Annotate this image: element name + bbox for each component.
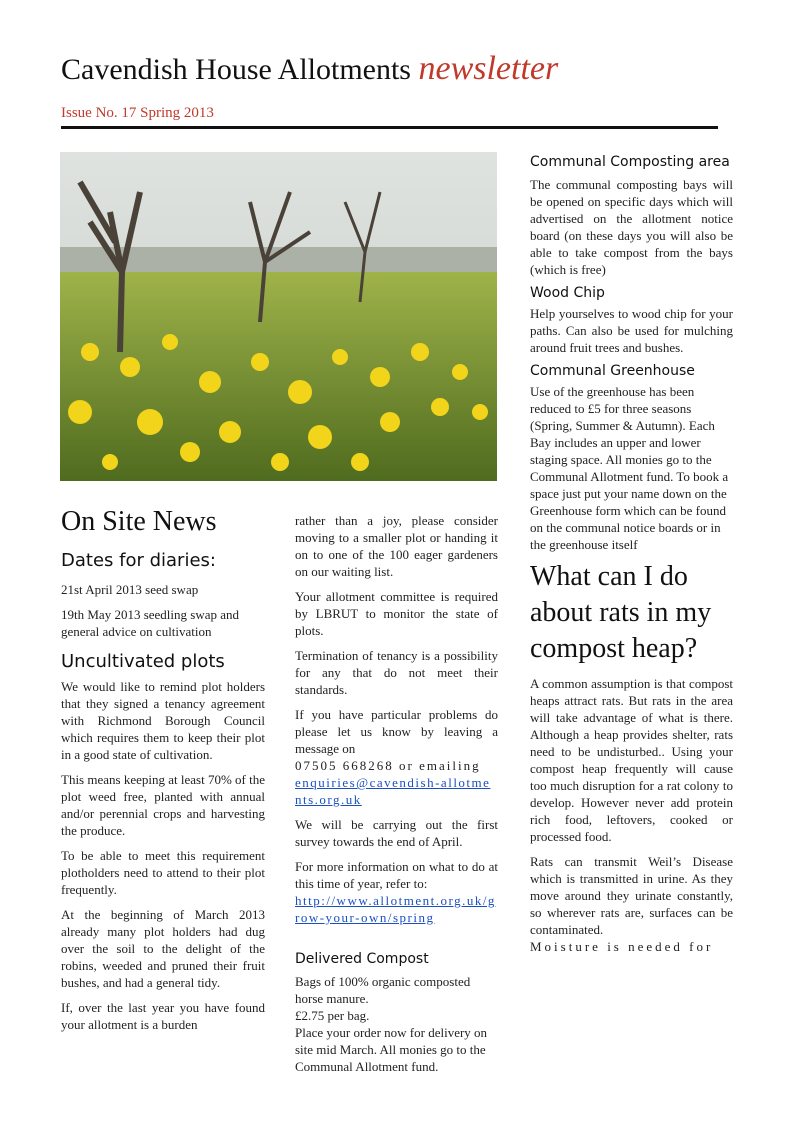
date-seed-swap: 21st April 2013 seed swap: [61, 582, 199, 597]
rats-p2: Rats can transmit Weil’s Disease which is transmitted in urine. As they move around they urinate constantly, so wherever rats are, surfaces can be contaminated.: [530, 854, 733, 937]
communal-composting-heading: Communal Composting area: [530, 154, 730, 170]
uncultivated-p3: To be able to meet this requirement plotholders need to attend to their plot frequently.: [61, 848, 265, 897]
header-rule: [61, 126, 718, 129]
contact-phone: 07505 668268 or emailing: [295, 758, 481, 773]
title-accent: newsletter: [418, 50, 559, 87]
column-communal: [530, 153, 733, 955]
column-plots-continued: [295, 512, 498, 1075]
plots-p2: Your allotment committee is required by LBRUT to monitor the state of plots.: [295, 589, 498, 638]
rats-p3: Moisture is needed for: [530, 939, 714, 954]
uncultivated-p5: If, over the last year you have found your allotment is a burden: [61, 1000, 265, 1032]
delivered-compost-heading: Delivered Compost: [295, 951, 429, 967]
plots-p3: Termination of tenancy is a possibility for any that do not meet their standards.: [295, 648, 498, 697]
more-info: For more information on what to do at this time of year, refer to:: [295, 859, 498, 891]
uncultivated-p4: At the beginning of March 2013 already many plot holders had dug over the soil to the delight of the robins, weeded and pruned their fruit bushes, and had a general tidy.: [61, 907, 265, 990]
rats-title: What can I do about rats in my compost heap?: [530, 561, 712, 664]
issue-line: Issue No. 17 Spring 2013: [61, 105, 214, 121]
newsletter-title: [61, 50, 558, 88]
contact-email-link[interactable]: enquiries@cavendish-allotments.org.uk: [295, 775, 491, 807]
greenhouse-text: Use of the greenhouse has been reduced to £5 for three seasons (Spring, Summer & Autumn). Each Bay includes an upper and lower staging space. All monies go to the Communal Allotment fund. To book a space just put your name down on the Greenhouse form which can be found on the communal notice boards or in the greenhouse itself: [530, 384, 729, 552]
uncultivated-p2: This means keeping at least 70% of the plot weed free, planted with annual and/or perennial crops and harvesting the produce.: [61, 772, 265, 838]
rats-p1: A common assumption is that compost heaps attract rats. But rats in the area will take advantage of what is there. Although a heap provides shelter, rats need to be undisturbed.. Using your compost heap frequently will cause too much disruption for a rat colony to develop. However never add protein rich food, leftovers, cooked or processed food.: [530, 676, 733, 844]
uncultivated-heading: Uncultivated plots: [61, 651, 225, 672]
greenhouse-heading: Communal Greenhouse: [530, 363, 695, 379]
compost-desc: Bags of 100% organic composted horse manure.: [295, 974, 471, 1006]
dates-heading: Dates for diaries:: [61, 550, 216, 571]
communal-composting-text: The communal composting bays will be opened on specific days which will advertised on the allotment notice board (on these days you will also be able to take compost from the bays (which is free): [530, 177, 733, 277]
column-on-site-news: [61, 505, 265, 1033]
uncultivated-p1: We would like to remind plot holders that they signed a tenancy agreement with Richmond Borough Council which requires them to keep their plot in a good state of cultivation.: [61, 679, 265, 762]
section-title-on-site-news: On Site News: [61, 506, 217, 537]
wood-chip-heading: Wood Chip: [530, 285, 605, 301]
survey-note: We will be carrying out the first survey towards the end of April.: [295, 817, 498, 849]
daffodil-meadow-image: [60, 152, 497, 481]
plots-p4: If you have particular problems do please let us know by leaving a message on: [295, 707, 498, 756]
title-main: Cavendish House Allotments: [61, 53, 411, 86]
wood-chip-text: Help yourselves to wood chip for your paths. Can also be used for mulching around fruit trees and bushes.: [530, 306, 733, 355]
date-seedling-swap: 19th May 2013 seedling swap and general advice on cultivation: [61, 607, 240, 639]
compost-price: £2.75 per bag.: [295, 1008, 370, 1023]
allotment-website-link[interactable]: http://www.allotment.org.uk/grow-your-own/spring: [295, 893, 496, 925]
plots-p1: rather than a joy, please consider moving to a smaller plot or handing it on to one of the 100 eager gardeners on our waiting list.: [295, 513, 498, 579]
compost-order: Place your order now for delivery on site mid March. All monies go to the Communal Allotment fund.: [295, 1025, 488, 1074]
